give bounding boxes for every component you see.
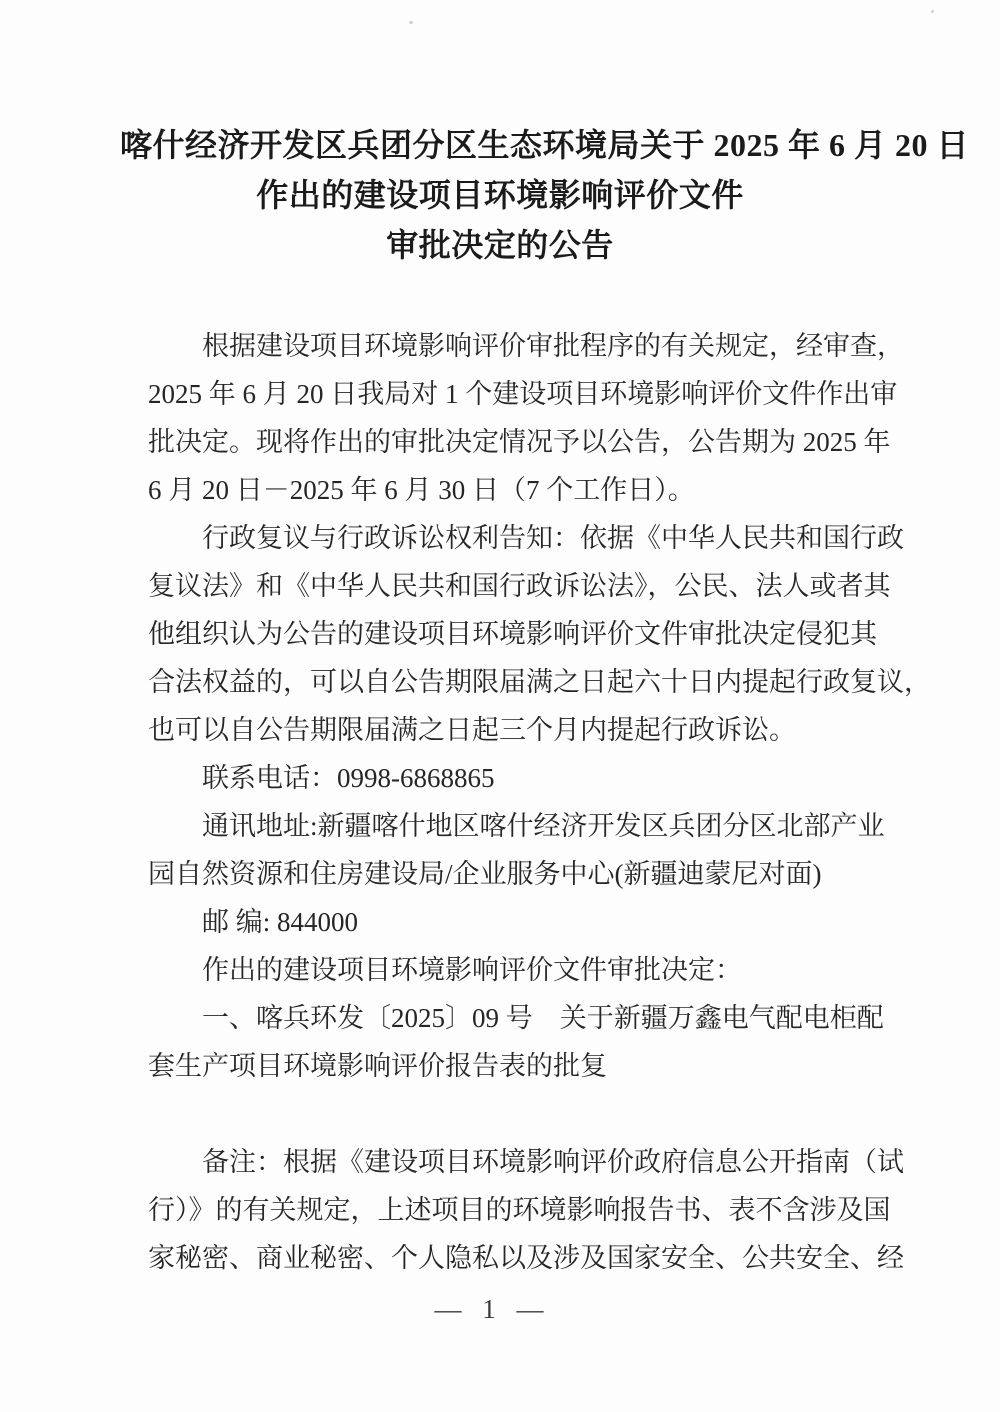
text-line: 家秘密、商业秘密、个人隐私以及涉及国家安全、公共安全、经: [148, 1243, 904, 1273]
text-line: 也可以自公告期限届满之日起三个月内提起行政诉讼。: [148, 715, 796, 745]
paragraph-postal-code: [148, 898, 864, 946]
text-line: 2025 年 6 月 20 日我局对 1 个建设项目环境影响评价文件作出审: [148, 379, 898, 409]
text-line: 作出的建设项目环境影响评价文件: [256, 177, 744, 213]
page-number: — 1 —: [434, 1294, 546, 1324]
text-line: 套生产项目环境影响评价报告表的批复: [148, 1051, 607, 1081]
text-line: 通讯地址:新疆喀什地区喀什经济开发区兵团分区北部产业: [202, 811, 885, 841]
paragraph-contact-address: [148, 802, 885, 898]
paragraph-decisions-heading: [148, 946, 864, 994]
paragraph-note: [148, 1138, 904, 1282]
text-line: 园自然资源和住房建设局/企业服务中心(新疆迪蒙尼对面): [148, 859, 822, 889]
paragraph-legal-rights: [148, 514, 931, 754]
text-line: 行政复议与行政诉讼权利告知：依据《中华人民共和国行政: [202, 523, 904, 553]
text-line: 6 月 20 日－2025 年 6 月 30 日（7 个工作日）。: [148, 475, 695, 505]
document-title: [120, 120, 970, 270]
text-line: 根据建设项目环境影响评价审批程序的有关规定，经审查，: [202, 331, 904, 361]
text-line: 行）》的有关规定，上述项目的环境影响报告书、表不含涉及国: [148, 1195, 891, 1225]
text-line: 喀什经济开发区兵团分区生态环境局关于 2025 年 6 月 20 日: [120, 127, 970, 163]
text-line: 一、喀兵环发〔2025〕09 号 关于新疆万鑫电气配电柜配: [202, 1003, 884, 1033]
text-line: 联系电话：0998-6868865: [202, 763, 495, 793]
text-line: 审批决定的公告: [386, 227, 614, 263]
paragraph-decision-item-1: [148, 994, 884, 1090]
text-line: 邮 编: 844000: [202, 907, 359, 937]
document-body: [148, 322, 931, 1282]
text-line: 备注：根据《建设项目环境影响评价政府信息公开指南（试: [202, 1147, 904, 1177]
text-line: 他组织认为公告的建设项目环境影响评价文件审批决定侵犯其: [148, 619, 877, 649]
text-line: 合法权益的，可以自公告期限届满之日起六十日内提起行政复议，: [148, 667, 931, 697]
scan-speck: [931, 10, 934, 13]
scan-speck: [409, 21, 413, 24]
text-line: 复议法》和《中华人民共和国行政诉讼法》，公民、法人或者其: [148, 571, 891, 601]
text-line: 批决定。现将作出的审批决定情况予以公告，公告期为 2025 年: [148, 427, 891, 457]
paragraph-contact-phone: [148, 754, 864, 802]
paragraph-intro: [148, 322, 904, 514]
text-line: 作出的建设项目环境影响评价文件审批决定：: [202, 955, 742, 985]
